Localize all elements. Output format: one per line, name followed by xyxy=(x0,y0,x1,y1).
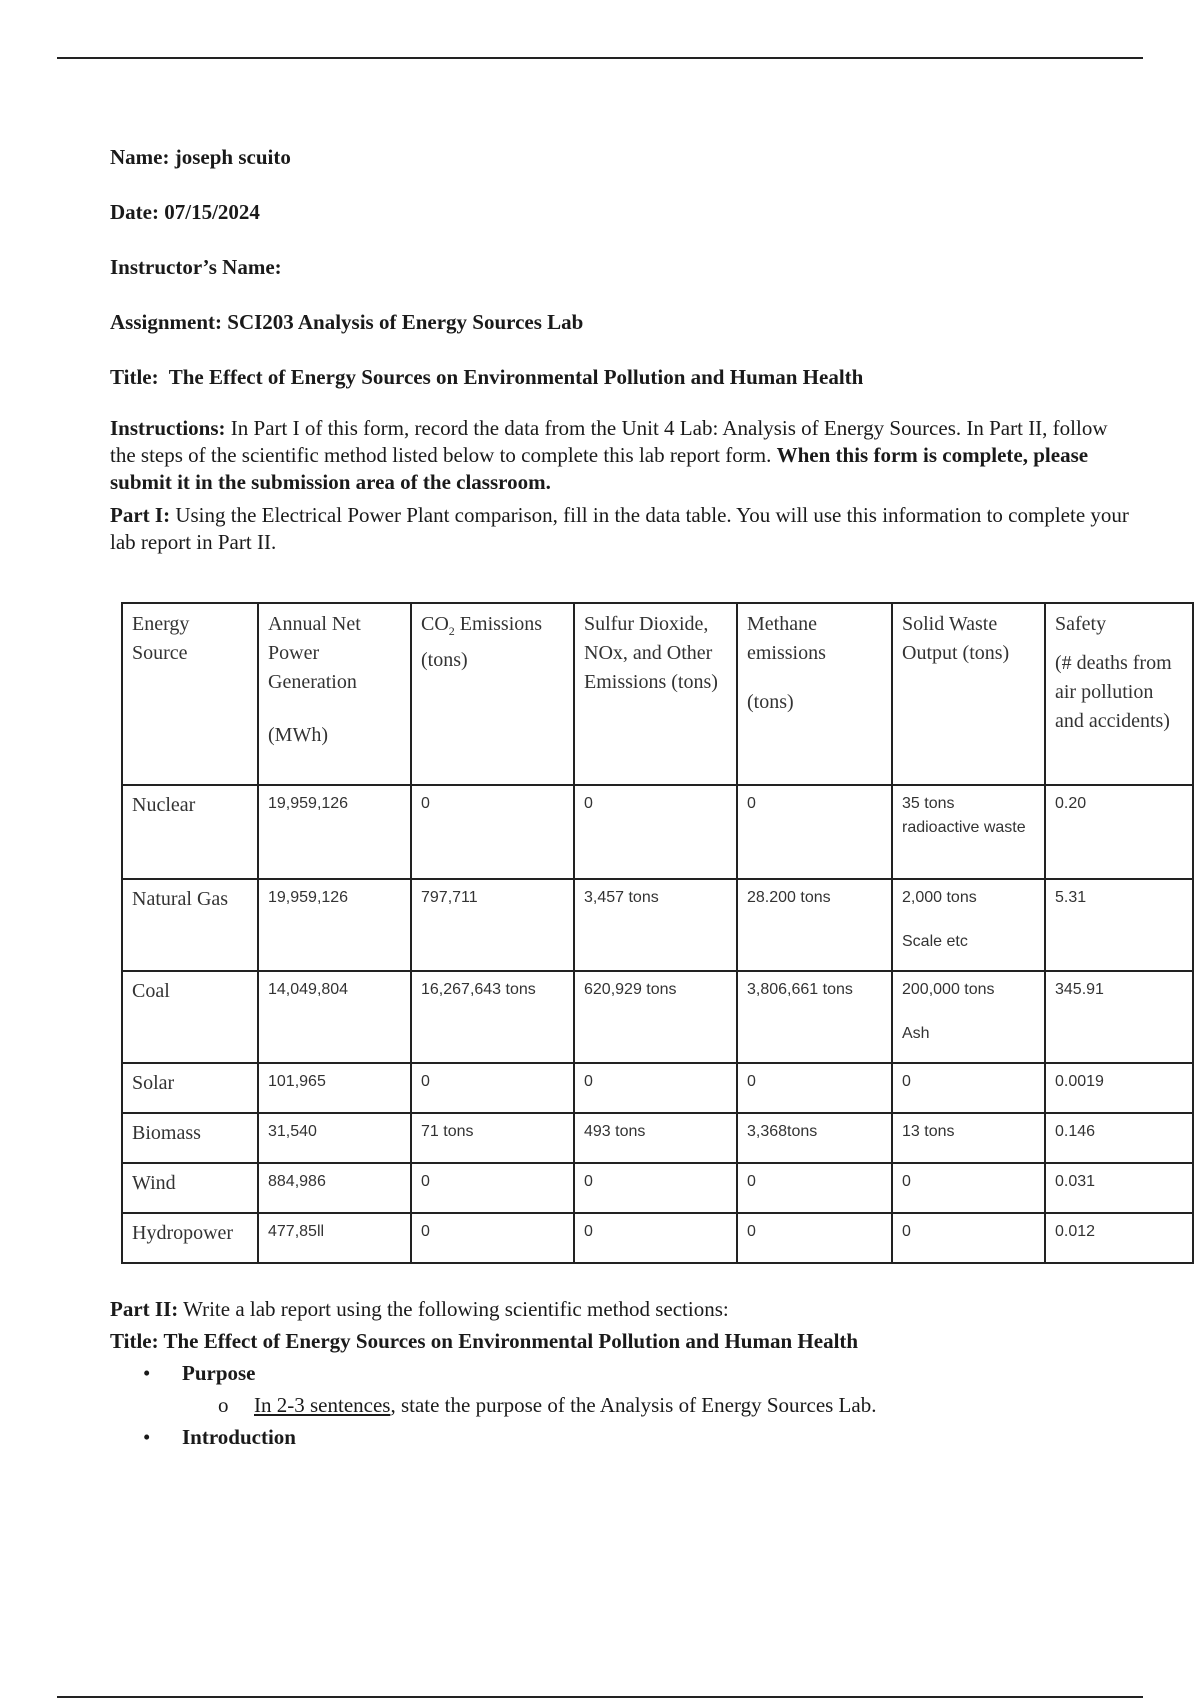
cell-methane: 3,806,661 tons xyxy=(737,971,892,1063)
cell-solid-waste-note: Scale etc xyxy=(902,933,968,950)
cell-co2: 71 tons xyxy=(411,1113,574,1163)
cell-generation: 19,959,126 xyxy=(258,879,411,971)
title-field xyxy=(110,364,1130,391)
cell-co2: 0 xyxy=(411,785,574,879)
cell-generation: 477,85ll xyxy=(258,1213,411,1263)
cell-safety: 0.0019 xyxy=(1045,1063,1193,1113)
cell-methane: 0 xyxy=(737,1163,892,1213)
instructor-label: Instructor’s Name: xyxy=(110,255,282,279)
cell-sulfur: 493 tons xyxy=(574,1113,737,1163)
cell-solid-waste: 0 xyxy=(892,1163,1045,1213)
cell-co2: 16,267,643 tons xyxy=(411,971,574,1063)
assignment-label: Assignment: xyxy=(110,310,223,334)
cell-generation: 884,986 xyxy=(258,1163,411,1213)
header-safety-note: (# deaths from air pollution and accidents) xyxy=(1055,652,1172,732)
cell-source: Nuclear xyxy=(122,785,258,879)
instructions-label: Instructions: xyxy=(110,416,226,440)
header-energy-source: Energy Source xyxy=(122,603,258,785)
document-body xyxy=(110,144,1130,562)
table-row xyxy=(122,785,1193,879)
name-label: Name: xyxy=(110,145,170,169)
part1-paragraph xyxy=(110,502,1130,556)
instructions-bold-text: When this form is complete, please submit it in the submission area of the classroom. xyxy=(110,443,1089,494)
cell-methane: 0 xyxy=(737,785,892,879)
cell-safety: 345.91 xyxy=(1045,971,1193,1063)
cell-co2: 797,711 xyxy=(411,879,574,971)
header-methane: Methane emissions (tons) xyxy=(737,603,892,785)
cell-sulfur: 0 xyxy=(574,1213,737,1263)
purpose-bullet: • Purpose xyxy=(110,1357,1130,1389)
name-value: joseph scuito xyxy=(174,145,291,169)
part2-text: Write a lab report using the following scientific method sections: xyxy=(183,1297,729,1321)
part2-title: Title: The Effect of Energy Sources on Environmental Pollution and Human Health xyxy=(110,1329,859,1353)
cell-source: Biomass xyxy=(122,1113,258,1163)
date-value: 07/15/2024 xyxy=(164,200,260,224)
cell-generation: 101,965 xyxy=(258,1063,411,1113)
cell-generation: 31,540 xyxy=(258,1113,411,1163)
table-row xyxy=(122,1113,1193,1163)
date-field xyxy=(110,199,1130,226)
instructions-text: In Part I of this form, record the data from the Unit 4 Lab: Analysis of Energy Sources. In Part II, follow the steps of the scientific method listed below to complete this lab report form. xyxy=(110,416,1108,467)
purpose-sub-bullet xyxy=(110,1389,1130,1421)
header-safety: Safety (# deaths from air pollution and accidents) xyxy=(1045,603,1193,785)
cell-methane: 3,368tons xyxy=(737,1113,892,1163)
title-label: Title: xyxy=(110,365,159,389)
part2-intro xyxy=(110,1293,1130,1325)
cell-solid-waste: 0 xyxy=(892,1063,1045,1113)
table-row xyxy=(122,1213,1193,1263)
header-generation: Annual Net Power Generation (MWh) xyxy=(258,603,411,785)
cell-solid-waste: 0 xyxy=(892,1213,1045,1263)
cell-solid-waste: 2,000 tons Scale etc xyxy=(892,879,1045,971)
cell-sulfur: 0 xyxy=(574,785,737,879)
cell-source: Natural Gas xyxy=(122,879,258,971)
cell-safety: 0.031 xyxy=(1045,1163,1193,1213)
part2-section xyxy=(110,1293,1130,1453)
cell-source: Coal xyxy=(122,971,258,1063)
cell-source: Wind xyxy=(122,1163,258,1213)
table-row xyxy=(122,1063,1193,1113)
introduction-bullet: • Introduction xyxy=(110,1421,1130,1453)
cell-methane: 0 xyxy=(737,1063,892,1113)
header-methane-unit: (tons) xyxy=(747,691,794,713)
cell-generation: 19,959,126 xyxy=(258,785,411,879)
name-field xyxy=(110,144,1130,171)
cell-solid-waste: 13 tons xyxy=(892,1113,1045,1163)
date-label: Date: xyxy=(110,200,159,224)
header-generation-unit: (MWh) xyxy=(268,724,328,746)
top-rule xyxy=(57,57,1143,59)
cell-safety: 0.012 xyxy=(1045,1213,1193,1263)
cell-source: Solar xyxy=(122,1063,258,1113)
bottom-rule xyxy=(57,1696,1143,1698)
purpose-sub-rest: , state the purpose of the Analysis of Energy Sources Lab. xyxy=(390,1393,877,1417)
cell-co2: 0 xyxy=(411,1213,574,1263)
table-row xyxy=(122,1163,1193,1213)
header-sulfur: Sulfur Dioxide, NOx, and Other Emissions (tons) xyxy=(574,603,737,785)
cell-safety: 0.20 xyxy=(1045,785,1193,879)
cell-safety: 0.146 xyxy=(1045,1113,1193,1163)
table-row xyxy=(122,971,1193,1063)
part1-label: Part I: xyxy=(110,503,171,527)
cell-solid-waste: 35 tons radioactive waste xyxy=(892,785,1045,879)
cell-sulfur: 620,929 tons xyxy=(574,971,737,1063)
purpose-sub-underlined: In 2-3 sentences xyxy=(254,1393,391,1417)
energy-data-table xyxy=(121,602,1194,1264)
cell-solid-waste-note: Ash xyxy=(902,1025,930,1042)
header-co2: $CO_2$ Emissions (tons) xyxy=(411,603,574,785)
instructions-paragraph xyxy=(110,415,1130,496)
sub-bullet-marker: o xyxy=(218,1393,229,1417)
cell-sulfur: 0 xyxy=(574,1063,737,1113)
cell-solid-waste: 200,000 tons Ash xyxy=(892,971,1045,1063)
cell-source: Hydropower xyxy=(122,1213,258,1263)
assignment-field xyxy=(110,309,1130,336)
cell-methane: 0 xyxy=(737,1213,892,1263)
cell-safety: 5.31 xyxy=(1045,879,1193,971)
title-value: The Effect of Energy Sources on Environmental Pollution and Human Health xyxy=(168,365,864,389)
cell-methane: 28.200 tons xyxy=(737,879,892,971)
assignment-value: SCI203 Analysis of Energy Sources Lab xyxy=(227,310,584,334)
cell-sulfur: 3,457 tons xyxy=(574,879,737,971)
table-row xyxy=(122,879,1193,971)
instructor-field xyxy=(110,254,1130,281)
cell-co2: 0 xyxy=(411,1063,574,1113)
table-header-row xyxy=(122,603,1193,785)
part1-text: Using the Electrical Power Plant comparison, fill in the data table. You will use this information to complete your lab report in Part II. xyxy=(110,503,1129,554)
cell-sulfur: 0 xyxy=(574,1163,737,1213)
cell-generation: 14,049,804 xyxy=(258,971,411,1063)
part2-label: Part II: xyxy=(110,1297,179,1321)
cell-co2: 0 xyxy=(411,1163,574,1213)
header-solid-waste: Solid Waste Output (tons) xyxy=(892,603,1045,785)
